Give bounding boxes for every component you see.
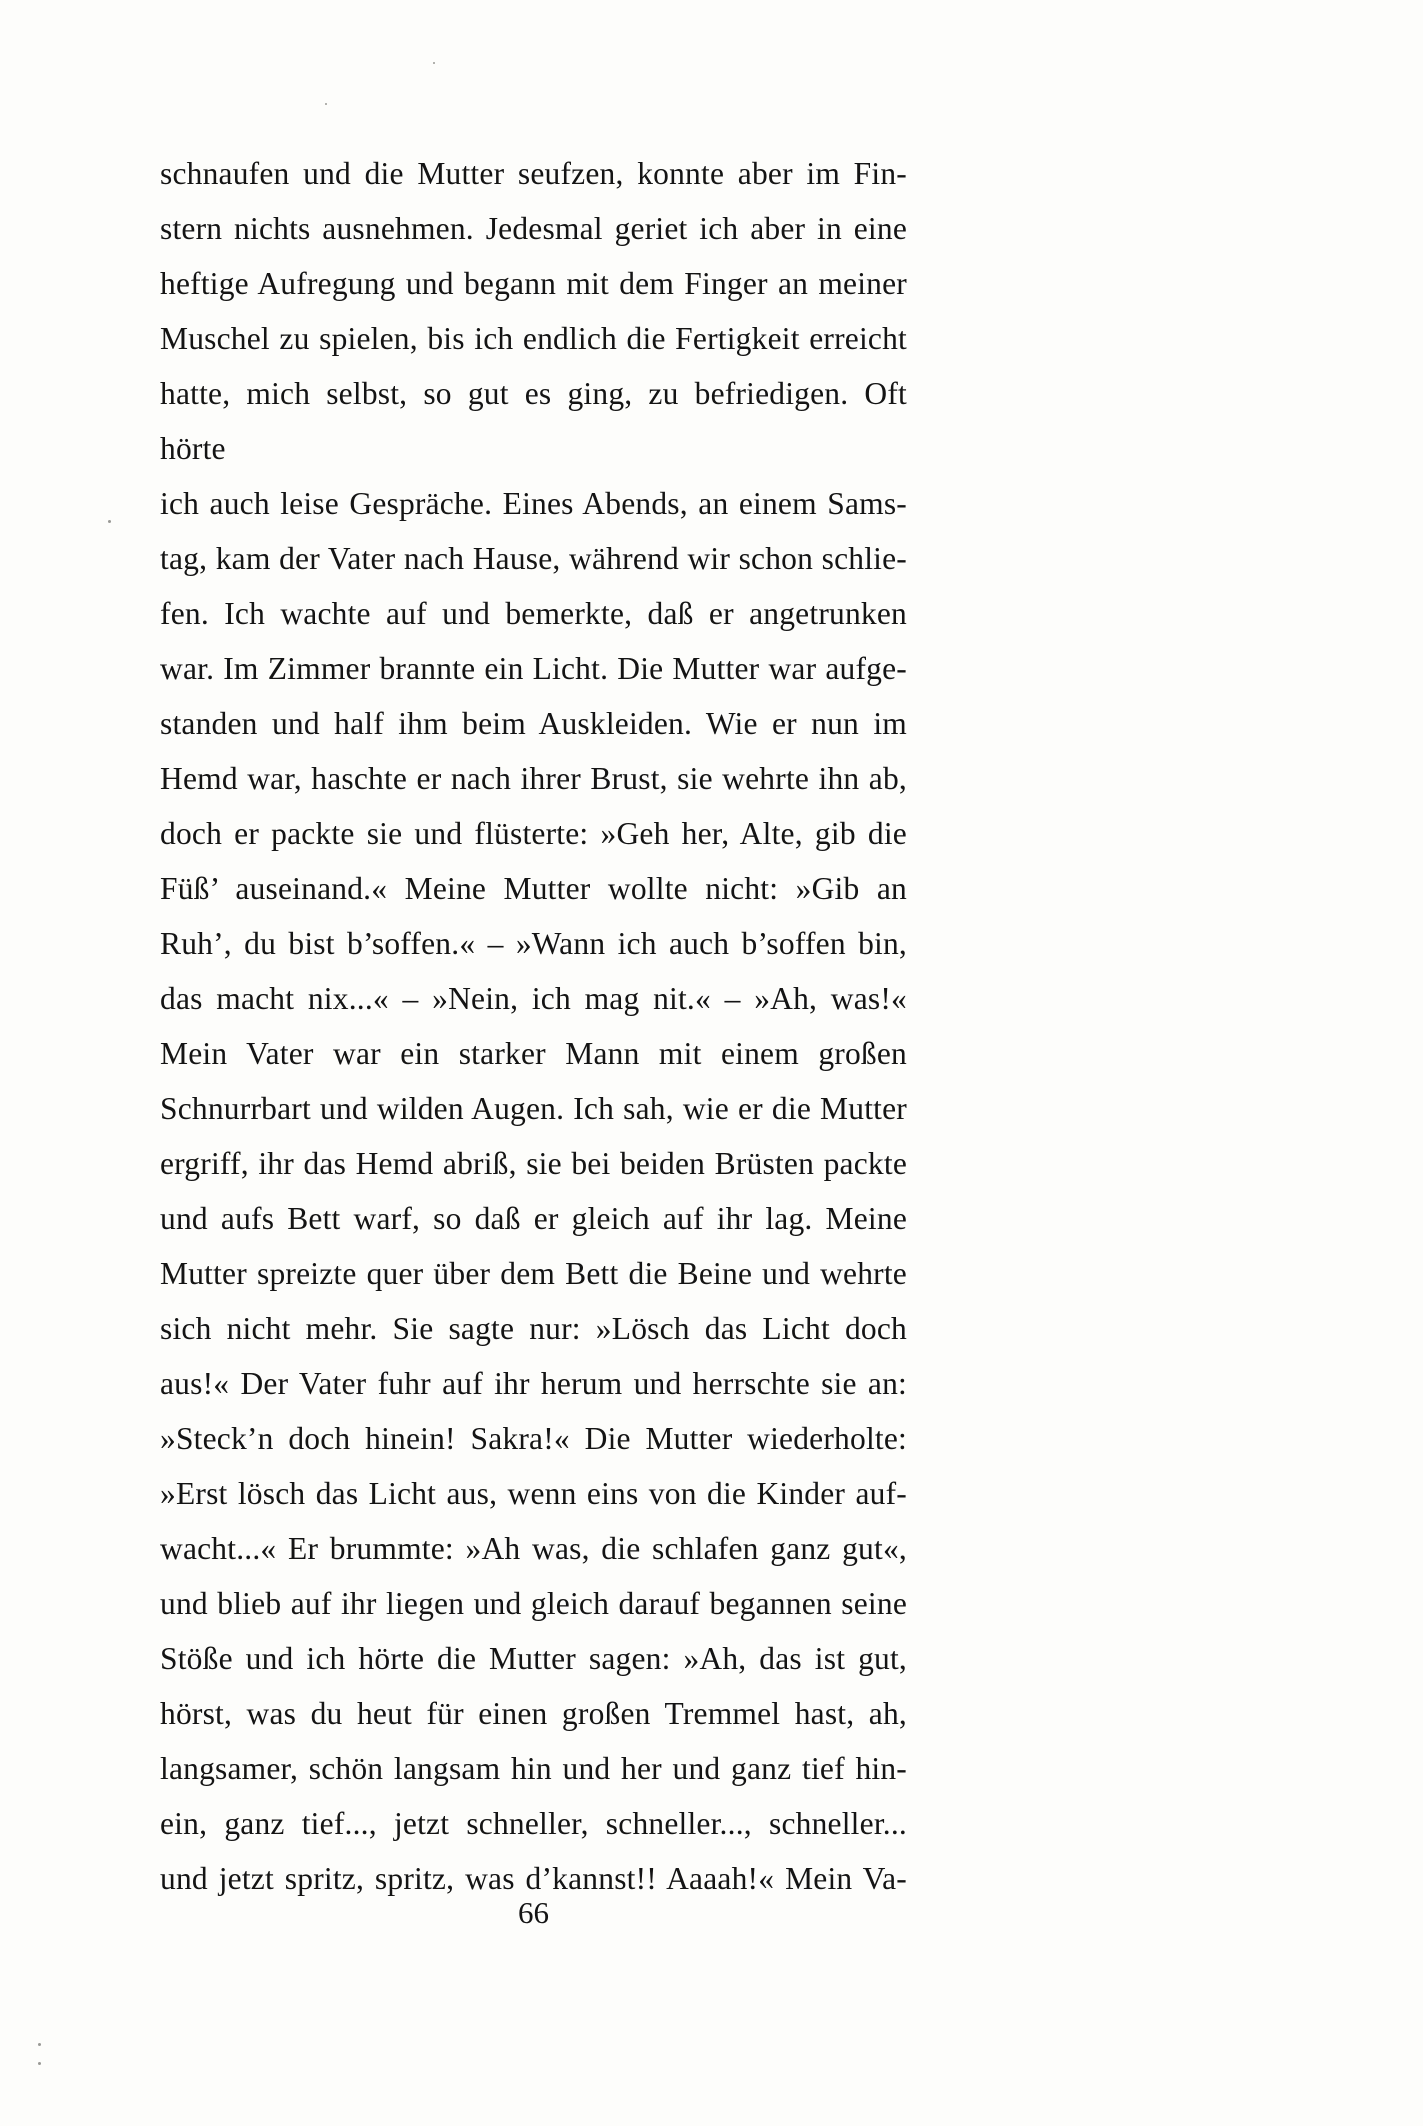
text-line: ein, ganz tief..., jetzt schneller, schneller..., schneller... — [160, 1806, 907, 1841]
body-text — [160, 146, 907, 1906]
scan-speck — [108, 520, 111, 523]
text-line: »Erst lösch das Licht aus, wenn eins von die Kinder auf- — [160, 1476, 907, 1511]
text-line: Schnurrbart und wilden Augen. Ich sah, wie er die Mutter — [160, 1091, 907, 1126]
text-line: Mein Vater war ein starker Mann mit einem großen — [160, 1036, 907, 1071]
scan-speck — [38, 2062, 41, 2065]
text-line: aus!« Der Vater fuhr auf ihr herum und herrschte sie an: — [160, 1366, 907, 1401]
text-line: »Steck’n doch hinein! Sakra!« Die Mutter wiederholte: — [160, 1421, 907, 1456]
text-line: wacht...« Er brummte: »Ah was, die schlafen ganz gut«, — [160, 1531, 907, 1566]
text-line: Muschel zu spielen, bis ich endlich die Fertigkeit erreicht — [160, 321, 907, 356]
text-line: Stöße und ich hörte die Mutter sagen: »Ah, das ist gut, — [160, 1641, 907, 1676]
text-line: und aufs Bett warf, so daß er gleich auf ihr lag. Meine — [160, 1201, 907, 1236]
text-line: und blieb auf ihr liegen und gleich darauf begannen seine — [160, 1586, 907, 1621]
text-line: schnaufen und die Mutter seufzen, konnte aber im Fin- — [160, 156, 907, 191]
scan-speck — [38, 2043, 41, 2046]
text-line: hatte, mich selbst, so gut es ging, zu befriedigen. Oft hörte — [160, 376, 907, 466]
text-line: standen und half ihm beim Auskleiden. Wie er nun im — [160, 706, 907, 741]
text-line: sich nicht mehr. Sie sagte nur: »Lösch das Licht doch — [160, 1311, 907, 1346]
page-number: 66 — [518, 1895, 549, 1930]
text-line: Hemd war, haschte er nach ihrer Brust, sie wehrte ihn ab, — [160, 761, 907, 796]
text-line: ergriff, ihr das Hemd abriß, sie bei beiden Brüsten packte — [160, 1146, 907, 1181]
text-line: Füß’ auseinand.« Meine Mutter wollte nicht: »Gib an — [160, 871, 907, 906]
text-line: doch er packte sie und flüsterte: »Geh her, Alte, gib die — [160, 816, 907, 851]
text-line: heftige Aufregung und begann mit dem Finger an meiner — [160, 266, 907, 301]
text-line: hörst, was du heut für einen großen Tremmel hast, ah, — [160, 1696, 907, 1731]
text-line: war. Im Zimmer brannte ein Licht. Die Mutter war aufge- — [160, 651, 907, 686]
text-line: stern nichts ausnehmen. Jedesmal geriet ich aber in eine — [160, 211, 907, 246]
text-line: fen. Ich wachte auf und bemerkte, daß er angetrunken — [160, 596, 907, 631]
scan-speck — [325, 103, 327, 105]
text-line: das macht nix...« – »Nein, ich mag nit.« – »Ah, was!« — [160, 981, 907, 1016]
text-line: Ruh’, du bist b’soffen.« – »Wann ich auch b’soffen bin, — [160, 926, 907, 961]
text-line: ich auch leise Gespräche. Eines Abends, an einem Sams- — [160, 486, 907, 521]
scan-speck — [433, 62, 435, 64]
text-line: Mutter spreizte quer über dem Bett die Beine und wehrte — [160, 1256, 907, 1291]
text-line: tag, kam der Vater nach Hause, während wir schon schlie- — [160, 541, 907, 576]
text-line: und jetzt spritz, spritz, was d’kannst!! Aaaah!« Mein Va- — [160, 1861, 907, 1896]
text-line: langsamer, schön langsam hin und her und ganz tief hin- — [160, 1751, 907, 1786]
